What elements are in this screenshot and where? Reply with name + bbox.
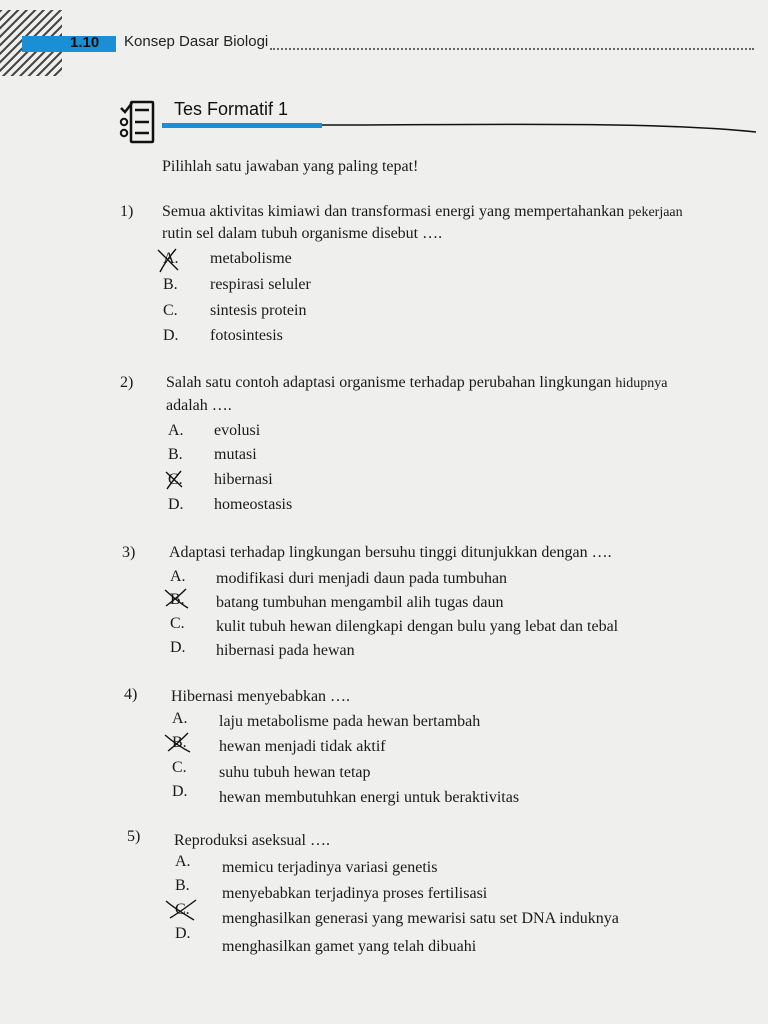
question-text-tail: pekerjaan [628, 205, 683, 220]
option-text: hibernasi pada hewan [216, 642, 355, 659]
question-text-line: Semua aktivitas kimiawi dan transformasi energi yang mempertahankan [162, 203, 625, 220]
option-letter: C. [175, 901, 190, 918]
option-letter: A. [172, 710, 188, 727]
option-text: suhu tubuh hewan tetap [219, 764, 371, 781]
option-text: menyebabkan terjadinya proses fertilisasi [222, 885, 488, 902]
option-text: menghasilkan generasi yang mewarisi satu set DNA induknya [222, 910, 619, 927]
header-dotted-rule [270, 48, 754, 50]
option-text: menghasilkan gamet yang telah dibuahi [222, 938, 477, 955]
option-text: kulit tubuh hewan dilengkapi dengan bulu yang lebat dan tebal [216, 618, 619, 635]
section-title-rule [322, 112, 758, 136]
option-letter: B. [163, 276, 178, 293]
option-letter: D. [163, 327, 179, 344]
question-text-tail: hidupnya [615, 376, 668, 391]
question-number: 1) [120, 203, 134, 220]
option-text: fotosintesis [210, 327, 283, 344]
option-letter: C. [170, 615, 185, 632]
option-text: hewan menjadi tidak aktif [219, 738, 386, 755]
option-letter: B. [175, 877, 190, 894]
section-title: Tes Formatif 1 [174, 99, 289, 119]
section-title-underline [162, 123, 322, 128]
option-letter: D. [175, 925, 191, 942]
question-text: Adaptasi terhadap lingkungan bersuhu tinggi ditunjukkan dengan …. [169, 544, 612, 561]
option-text: batang tumbuhan mengambil alih tugas daun [216, 594, 504, 611]
checklist-icon [118, 100, 158, 144]
chapter-tab [22, 36, 116, 52]
cross-mark-icon [162, 467, 188, 493]
option-text: homeostasis [214, 496, 293, 513]
cross-mark-icon [162, 730, 198, 756]
question-text-line: Salah satu contoh adaptasi organisme terhadap perubahan lingkungan [166, 374, 612, 391]
cross-mark-icon [162, 586, 194, 612]
option-letter: A. [163, 250, 179, 267]
option-letter: C. [168, 471, 183, 488]
instruction-text: Pilihlah satu jawaban yang paling tepat! [162, 158, 419, 175]
option-text: respirasi seluler [210, 276, 311, 293]
chapter-number: 1.10 [70, 34, 100, 51]
option-letter: A. [170, 568, 186, 585]
question-number: 3) [122, 544, 136, 561]
question-number: 4) [124, 686, 138, 703]
option-text: evolusi [214, 422, 261, 439]
option-letter: B. [168, 446, 183, 463]
option-text: metabolisme [210, 250, 292, 267]
cross-mark-icon [164, 896, 204, 924]
option-letter: D. [172, 783, 188, 800]
option-letter: B. [170, 591, 185, 608]
cross-mark-icon [154, 246, 184, 274]
question-text-line-2: rutin sel dalam tubuh organisme disebut …. [162, 225, 443, 242]
question-text: Reproduksi aseksual …. [174, 832, 330, 849]
question-number: 2) [120, 374, 134, 391]
option-letter: A. [168, 422, 184, 439]
option-text: laju metabolisme pada hewan bertambah [219, 713, 481, 730]
option-letter: A. [175, 853, 191, 870]
option-text: modifikasi duri menjadi daun pada tumbuhan [216, 570, 508, 587]
chapter-title: Konsep Dasar Biologi [124, 33, 269, 50]
option-letter: C. [163, 302, 178, 319]
option-text: memicu terjadinya variasi genetis [222, 859, 438, 876]
option-text: mutasi [214, 446, 257, 463]
option-text: hewan membutuhkan energi untuk beraktivitas [219, 789, 520, 806]
option-text: sintesis protein [210, 302, 307, 319]
option-letter: C. [172, 759, 187, 776]
question-text [162, 201, 683, 224]
option-letter: B. [172, 734, 187, 751]
question-text: Hibernasi menyebabkan …. [171, 688, 351, 705]
option-text: hibernasi [214, 471, 273, 488]
question-number: 5) [127, 828, 141, 845]
question-text [166, 372, 667, 395]
question-text-line-2: adalah …. [166, 397, 232, 414]
option-letter: D. [168, 496, 184, 513]
option-letter: D. [170, 639, 186, 656]
